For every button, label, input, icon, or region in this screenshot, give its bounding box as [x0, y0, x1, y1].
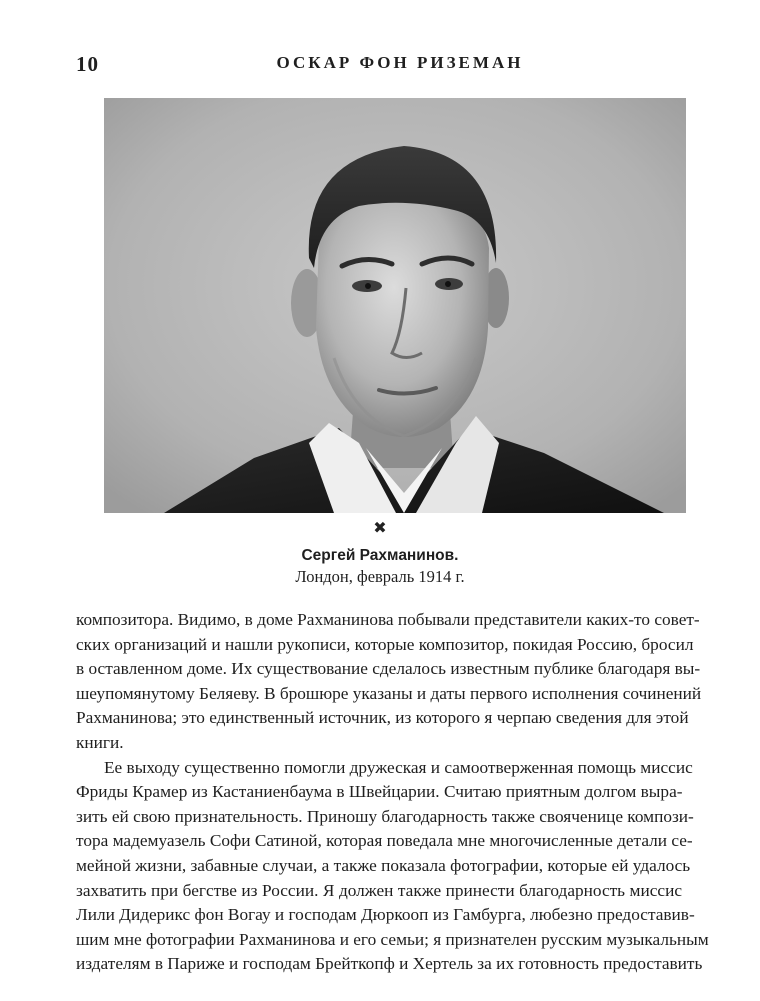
text-line: Фриды Крамер из Кастаниенбаума в Швейцарии. Считаю приятным долгом выра- [76, 782, 683, 802]
text-line: зить ей свою признательность. Приношу благодарность также свояченице компози- [76, 806, 694, 826]
text-line: издателям в Париже и господам Брейткопф и Хертель за их готовность предоставить [76, 954, 703, 974]
portrait-photo [104, 98, 686, 513]
text-line: Лили Дидерикс фон Вогау и господам Дюркооп из Гамбурга, любезно предоставив- [76, 905, 695, 925]
portrait-photo-drawing [104, 98, 686, 513]
text-line: шим мне фотографии Рахманинова и его семьи; я признателен русским музыкальным [76, 929, 709, 949]
caption-name: Сергей Рахманинов. [301, 547, 459, 564]
paragraph-2 [76, 756, 709, 977]
text-line: шеупомянутому Беляеву. В брошюре указаны и даты первого исполнения сочинений [76, 683, 702, 703]
text-line: книги. [76, 732, 124, 752]
text-line: тора мадемуазель Софи Сатиной, которая поведала мне многочисленные детали се- [76, 831, 693, 851]
text-line: Ее выходу существенно помогли дружеская и самоотверженная помощь миссис [104, 757, 693, 777]
running-head [76, 52, 684, 76]
body-text [76, 608, 709, 977]
caption-ornament: ✖ [373, 518, 387, 537]
text-line: захватить при бегстве из России. Я должен также принести благодарность миссис [76, 880, 682, 900]
caption-place: Лондон, февраль 1914 г. [295, 567, 465, 586]
running-title: ОСКАР ФОН РИЗЕМАН [276, 53, 524, 72]
text-line: Рахманинова; это единственный источник, из которого я черпаю сведения для этой [76, 708, 689, 728]
text-line: ских организаций и нашли рукописи, которые композитор, покидая Россию, бросил [76, 634, 694, 654]
text-line: композитора. Видимо, в доме Рахманинова побывали представители каких-то совет- [76, 610, 700, 629]
text-line: в оставленном доме. Их существование сделалось известным публике благодаря вы- [76, 659, 701, 679]
page-number: 10 [76, 52, 99, 76]
figure-caption [0, 545, 760, 587]
text-line: мейной жизни, забавные случаи, а также показала фотографии, которые ей удалось [76, 855, 691, 875]
paragraph-1 [76, 608, 702, 756]
